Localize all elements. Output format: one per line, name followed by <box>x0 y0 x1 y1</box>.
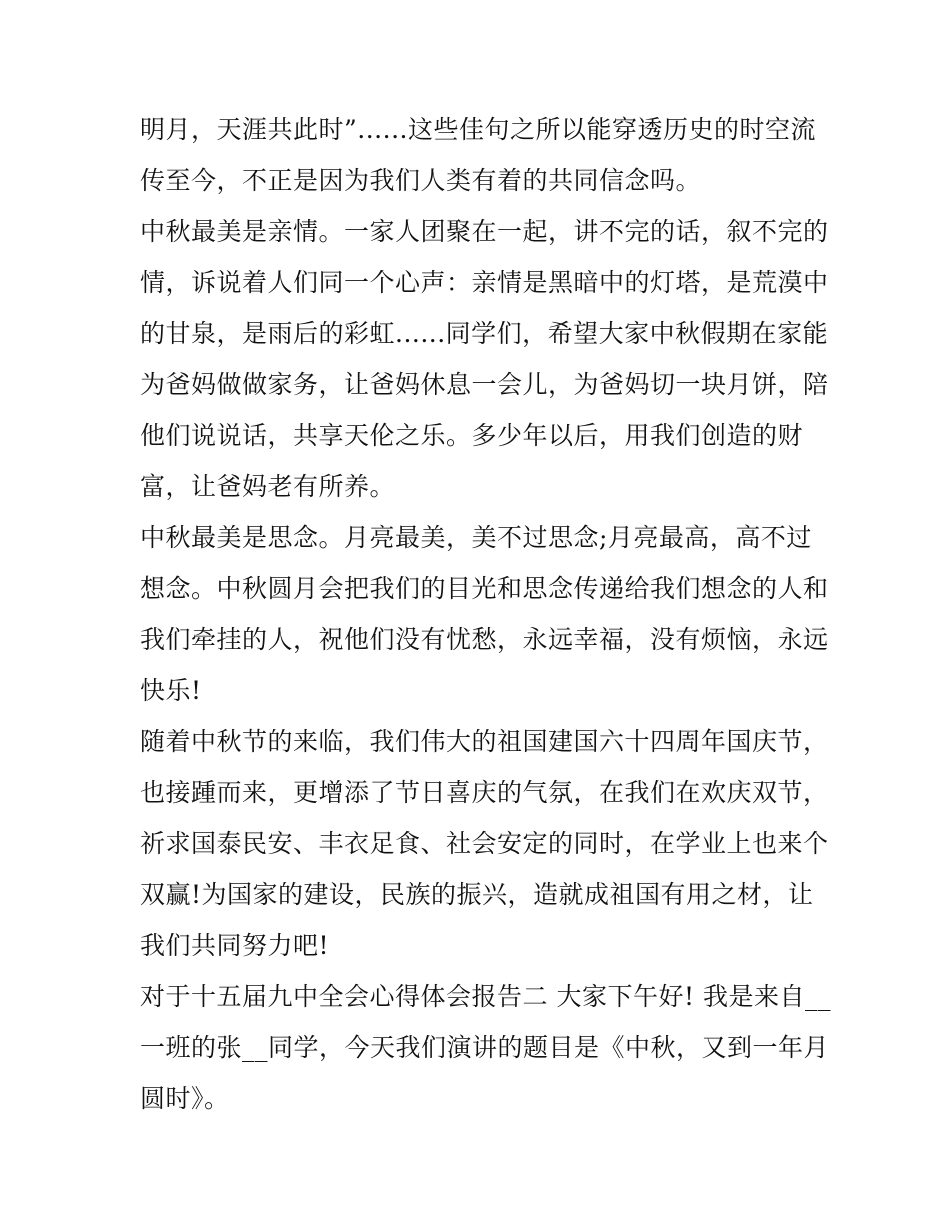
text-line: 情，诉说着人们同一个心声：亲情是黑暗中的灯塔，是荒漠中 <box>140 268 829 297</box>
text-line: 的甘泉，是雨后的彩虹......同学们，希望大家中秋假期在家能 <box>140 319 829 348</box>
text-line: 双赢!为国家的建设，民族的振兴，造就成祖国有用之材，让 <box>140 880 814 909</box>
text-line: 明月，天涯共此时”......这些佳句之所以能穿透历史的时空流 <box>140 115 816 144</box>
text-line: 一班的张__同学，今天我们演讲的题目是《中秋，又到一年月 <box>140 1033 830 1062</box>
text-line: 随着中秋节的来临，我们伟大的祖国建国六十四周年国庆节， <box>140 727 829 756</box>
text-line: 我们牵挂的人，祝他们没有忧愁，永远幸福，没有烦恼，永远 <box>140 625 829 654</box>
text-line: 他们说说话，共享天伦之乐。多少年以后，用我们创造的财 <box>140 421 804 450</box>
text-line: 为爸妈做做家务，让爸妈休息一会儿，为爸妈切一块月饼，陪 <box>140 370 829 399</box>
text-line: 富，让爸妈老有所养。 <box>140 472 396 501</box>
text-line: 圆时》。 <box>140 1084 230 1113</box>
text-line: 传至今，不正是因为我们人类有着的共同信念吗。 <box>140 166 702 195</box>
text-line: 中秋最美是思念。月亮最美，美不过思念;月亮最高，高不过 <box>140 523 812 552</box>
text-line: 中秋最美是亲情。一家人团聚在一起，讲不完的话，叙不完的 <box>140 217 829 246</box>
text-line: 也接踵而来，更增添了节日喜庆的气氛，在我们在欢庆双节， <box>140 778 829 807</box>
text-line: 我们共同努力吧! <box>140 931 330 960</box>
text-line: 快乐! <box>140 676 202 705</box>
text-line: 祈求国泰民安、丰衣足食、社会安定的同时，在学业上也来个 <box>140 829 829 858</box>
text-line: 对于十五届九中全会心得体会报告二 大家下午好! 我是来自__ <box>140 982 831 1011</box>
text-line: 想念。中秋圆月会把我们的目光和思念传递给我们想念的人和 <box>140 574 829 603</box>
